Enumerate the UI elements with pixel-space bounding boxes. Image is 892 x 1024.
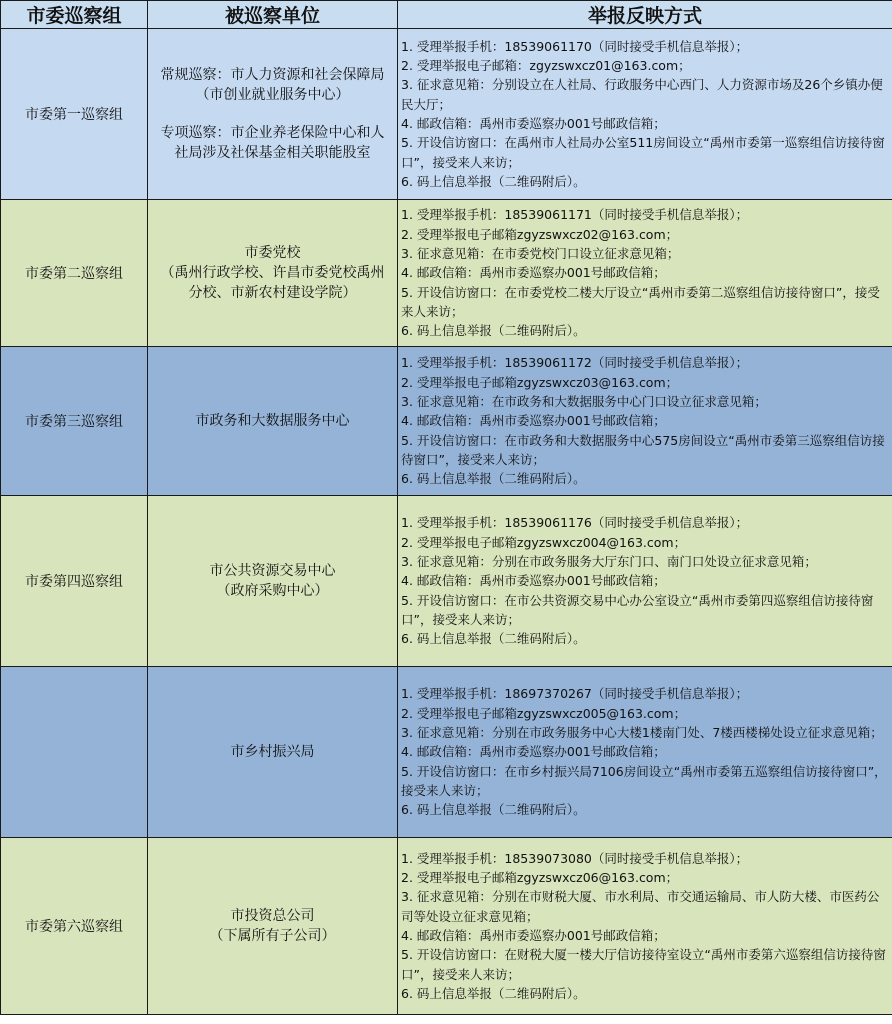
report-method-item: 3. 征求意见箱：分别设立在人社局、行政服务中心西门、人力资源市场及26个乡镇办便民大厅； (401, 77, 883, 112)
report-method-item: 1. 受理举报手机：18539061176（同时接受手机信息举报）； (401, 515, 749, 531)
report-method-item: 4. 邮政信箱：禹州市委巡察办001号邮政信箱； (401, 413, 666, 429)
table-row (1, 200, 892, 347)
report-method-item: 3. 征求意见箱：分别在市政务服务大厅东门口、南门口处设立征求意见箱； (401, 554, 817, 570)
unit-line: 市委党校 (244, 245, 301, 261)
unit-line: （禹州行政学校、许昌市委党校禹州分校、市新农村建设学院） (160, 265, 385, 301)
report-method-item: 6. 码上信息举报（二维码附后）。 (401, 471, 586, 487)
inspection-group-cell: 市委第二巡察组 (1, 200, 148, 347)
inspection-group-cell (1, 667, 148, 838)
report-method-item: 4. 邮政信箱：禹州市委巡察办001号邮政信箱； (401, 744, 666, 760)
report-method-item: 2. 受理举报电子邮箱zgyzswxcz02@163.com； (401, 226, 679, 242)
inspection-group-cell: 市委第六巡察组 (1, 838, 148, 1015)
report-method-item: 6. 码上信息举报（二维码附后）。 (401, 631, 586, 647)
report-method-item: 5. 开设信访窗口：在市公共资源交易中心办公室设立“禹州市委第四巡察组信访接待窗口”，接受来人来访； (401, 592, 874, 627)
report-method-item: 4. 邮政信箱：禹州市委巡察办001号邮政信箱； (401, 573, 666, 589)
table-row (1, 667, 892, 838)
report-method-item: 1. 受理举报手机：18697370267（同时接受手机信息举报）； (401, 686, 749, 702)
report-method-item: 3. 征求意见箱：分别在市政务服务中心大楼1楼南门处、7楼西楼梯处设立征求意见箱； (401, 725, 883, 741)
report-method-item: 4. 邮政信箱：禹州市委巡察办001号邮政信箱； (401, 928, 666, 943)
report-methods-cell (398, 667, 892, 838)
report-method-item: 5. 开设信访窗口：在市委党校二楼大厅设立“禹州市委第二巡察组信访接待窗口”，接受来人来访； (401, 284, 880, 319)
unit-line-gap (154, 105, 391, 123)
report-method-item: 5. 开设信访窗口：在财税大厦一楼大厅信访接待室设立“禹州市委第六巡察组信访接待窗口”，接受来人来访； (401, 947, 886, 982)
inspected-unit-cell (148, 667, 398, 838)
report-method-item: 2. 受理举报电子邮箱：zgyzswxcz01@163.com； (401, 58, 691, 74)
table-row (1, 838, 892, 1015)
inspected-unit-cell (148, 496, 398, 667)
report-method-item: 5. 开设信访窗口：在禹州市人社局办公室511房间设立“禹州市委第一巡察组信访接待窗口”，接受来人来访； (401, 135, 885, 170)
report-method-item: 2. 受理举报电子邮箱zgyzswxcz03@163.com； (401, 374, 679, 390)
report-method-item: 3. 征求意见箱：在市委党校门口设立征求意见箱； (401, 246, 680, 262)
report-methods-cell (398, 347, 892, 496)
report-method-item: 6. 码上信息举报（二维码附后）。 (401, 323, 586, 339)
unit-line: 市投资总公司 (230, 908, 315, 924)
header-row (1, 1, 892, 29)
report-method-item: 1. 受理举报手机：18539061170（同时接受手机信息举报）； (401, 38, 749, 54)
report-method-item: 1. 受理举报手机：18539073080（同时接受手机信息举报）； (401, 850, 749, 866)
table-row (1, 29, 892, 200)
unit-line: 市政务和大数据服务中心 (195, 413, 350, 429)
report-method-item: 4. 邮政信箱：禹州市委巡察办001号邮政信箱； (401, 116, 666, 131)
report-methods-cell (398, 29, 892, 200)
report-method-item: 2. 受理举报电子邮箱zgyzswxcz005@163.com； (401, 705, 687, 721)
table-row (1, 496, 892, 667)
unit-line: 市乡村振兴局 (230, 744, 315, 760)
report-method-item: 1. 受理举报手机：18539061172（同时接受手机信息举报）； (401, 355, 749, 371)
report-method-item: 6. 码上信息举报（二维码附后）。 (401, 173, 586, 189)
report-method-item: 2. 受理举报电子邮箱zgyzswxcz06@163.com； (401, 870, 679, 886)
inspection-group-cell: 市委第一巡察组 (1, 29, 148, 200)
unit-line: 市公共资源交易中心 (209, 563, 336, 579)
report-methods-cell (398, 200, 892, 347)
unit-line: 常规巡察：市人力资源和社会保障局（市创业就业服务中心） (160, 67, 385, 103)
report-method-item: 5. 开设信访窗口：在市政务和大数据服务中心575房间设立“禹州市委第三巡察组信访接待窗口”，接受来人来访； (401, 432, 885, 467)
report-method-item: 1. 受理举报手机：18539061171（同时接受手机信息举报）； (401, 207, 749, 223)
report-methods-cell (398, 838, 892, 1015)
table-row (1, 347, 892, 496)
report-method-item: 2. 受理举报电子邮箱zgyzswxcz004@163.com； (401, 534, 687, 550)
report-method-item: 4. 邮政信箱：禹州市委巡察办001号邮政信箱； (401, 265, 666, 281)
inspected-unit-cell (148, 838, 398, 1015)
report-methods-cell (398, 496, 892, 667)
unit-line: 专项巡察：市企业养老保险中心和人社局涉及社保基金相关职能股室 (160, 125, 385, 161)
report-method-item: 3. 征求意见箱：分别在市财税大厦、市水利局、市交通运输局、市人防大楼、市医药公司等处设立征求意见箱； (401, 889, 880, 924)
report-method-item: 3. 征求意见箱：在市政务和大数据服务中心门口设立征求意见箱； (401, 394, 767, 410)
report-method-item: 6. 码上信息举报（二维码附后）。 (401, 802, 586, 818)
unit-line: （下属所有子公司） (209, 928, 336, 944)
report-method-item: 5. 开设信访窗口：在市乡村振兴局7106房间设立“禹州市委第五巡察组信访接待窗口”，接受来人来访； (401, 763, 887, 798)
inspected-unit-cell (148, 29, 398, 200)
unit-line: （政府采购中心） (216, 583, 329, 599)
header-inspection-group: 市委巡察组 (1, 1, 148, 29)
header-report-methods: 举报反映方式 (398, 1, 892, 29)
inspection-group-cell: 市委第三巡察组 (1, 347, 148, 496)
inspected-unit-cell (148, 347, 398, 496)
inspected-unit-cell (148, 200, 398, 347)
inspection-group-cell: 市委第四巡察组 (1, 496, 148, 667)
report-method-item: 6. 码上信息举报（二维码附后）。 (401, 985, 586, 1001)
header-inspected-unit: 被巡察单位 (148, 1, 398, 29)
